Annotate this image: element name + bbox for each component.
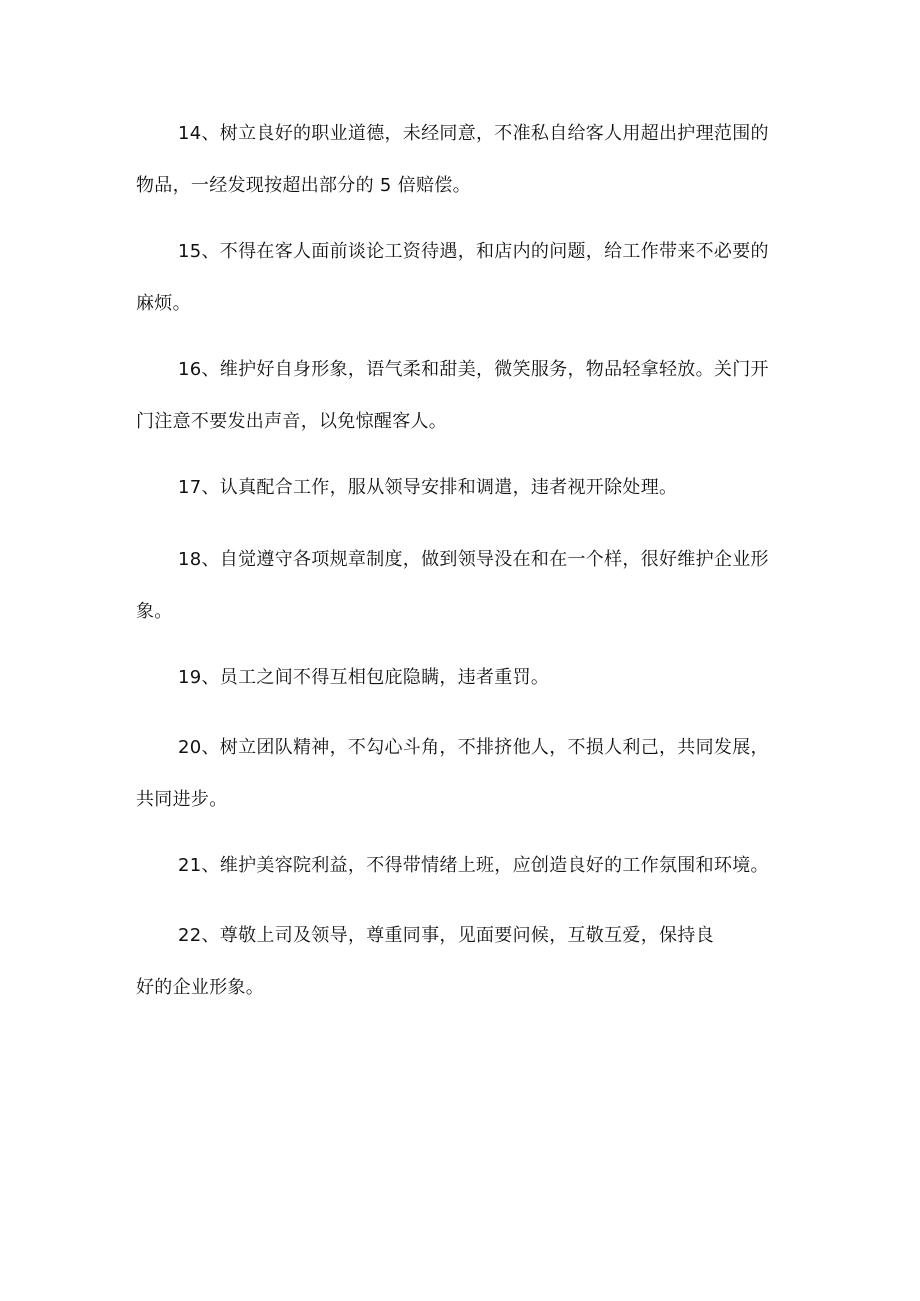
- paragraph-line: 19、员工之间不得互相包庇隐瞒，违者重罚。: [178, 667, 550, 688]
- rule-20-paragraph: [136, 722, 796, 826]
- paragraph-line: 18、自觉遵守各项规章制度，做到领导没在和在一个样，很好维护企业形: [178, 549, 769, 570]
- paragraph-line: 麻烦。: [136, 293, 191, 314]
- rule-18-paragraph: [136, 534, 796, 638]
- rule-14-paragraph: [136, 108, 796, 212]
- rule-22-paragraph: [136, 910, 796, 1014]
- paragraph-line: 好的企业形象。: [136, 977, 265, 998]
- rule-17-paragraph: [136, 462, 796, 514]
- paragraph-line: 门注意不要发出声音，以免惊醒客人。: [136, 411, 448, 432]
- paragraph-line: 17、认真配合工作，服从领导安排和调遣，违者视开除处理。: [178, 477, 678, 498]
- paragraph-line: 象。: [136, 601, 173, 622]
- paragraph-line: 14、树立良好的职业道德，未经同意，不准私自给客人用超出护理范围的: [178, 123, 769, 144]
- paragraph-line: 物品，一经发现按超出部分的 5 倍赔偿。: [136, 175, 471, 196]
- rule-19-paragraph: [136, 652, 796, 704]
- paragraph-line: 15、不得在客人面前谈论工资待遇，和店内的问题，给工作带来不必要的: [178, 241, 769, 262]
- rule-21-paragraph: [136, 840, 796, 892]
- paragraph-line: 22、尊敬上司及领导，尊重同事，见面要问候，互敬互爱，保持良: [178, 925, 714, 946]
- paragraph-line: 20、树立团队精神，不勾心斗角，不排挤他人，不损人利己，共同发展，: [178, 737, 769, 758]
- paragraph-line: 16、维护好自身形象，语气柔和甜美，微笑服务，物品轻拿轻放。关门开: [178, 359, 769, 380]
- rule-16-paragraph: [136, 344, 796, 448]
- paragraph-line: 共同进步。: [136, 789, 228, 810]
- paragraph-line: 21、维护美容院利益，不得带情绪上班，应创造良好的工作氛围和环境。: [178, 855, 769, 876]
- rule-15-paragraph: [136, 226, 796, 330]
